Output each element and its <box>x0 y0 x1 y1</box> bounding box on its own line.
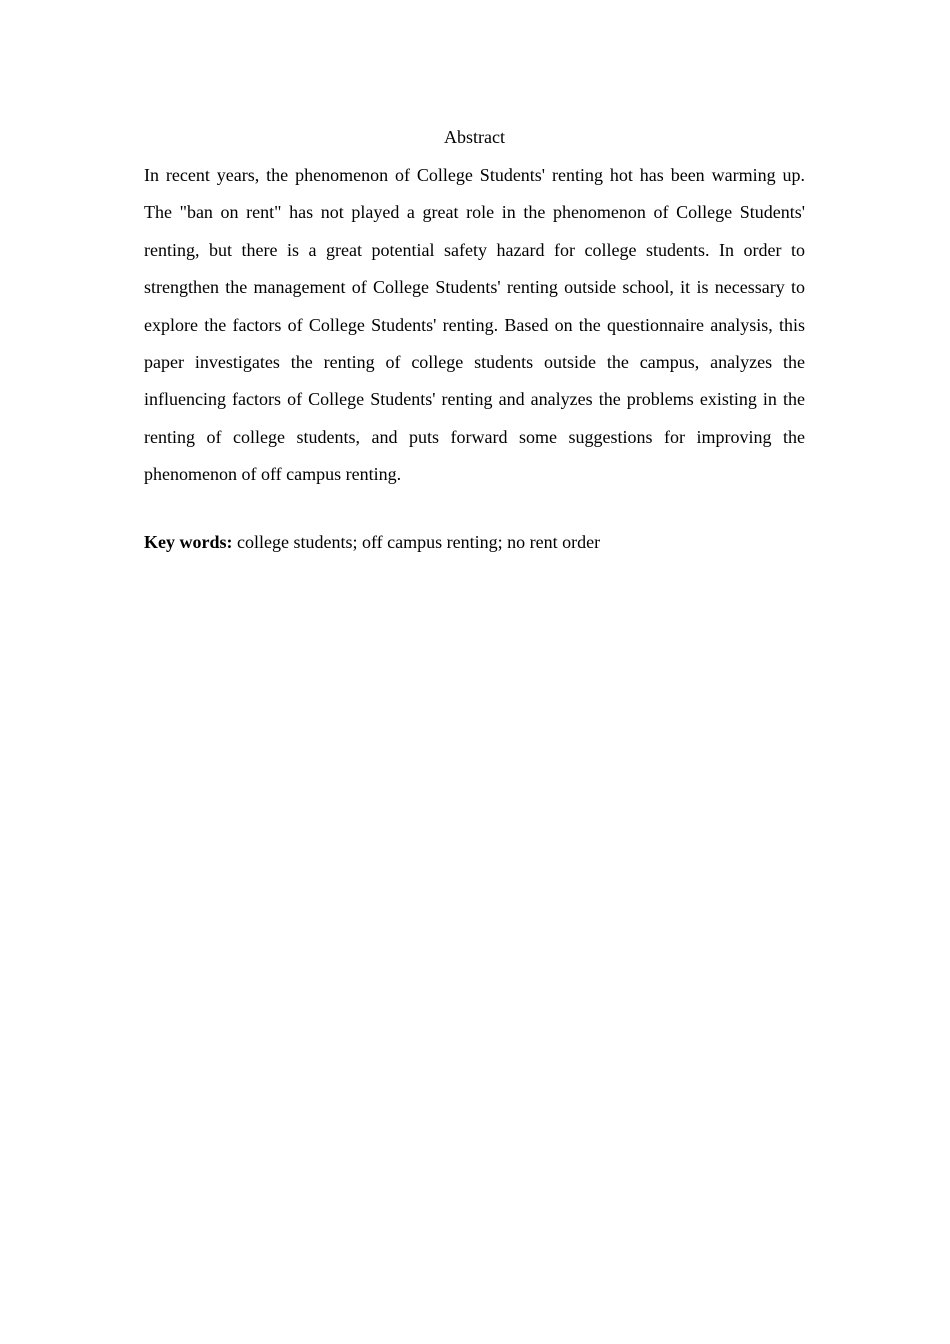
keywords-line <box>144 529 805 555</box>
abstract-title: Abstract <box>444 127 505 147</box>
keywords-text: college students; off campus renting; no rent order <box>232 531 601 552</box>
abstract-section <box>144 124 805 555</box>
abstract-body: In recent years, the phenomenon of College Students' renting hot has been warming up. The "ban on rent" has not played a great role in the phenomenon of College Students' renting, but there is a great potential safety hazard for college students. In order to strengthen the management of College Students' renting outside school, it is necessary to explore the factors of College Students' renting. Based on the questionnaire analysis, this paper investigates the renting of college students outside the campus, analyzes the influencing factors of College Students' renting and analyzes the problems existing in the renting of college students, and puts forward some suggestions for improving the phenomenon of off campus renting. <box>144 165 805 485</box>
keywords-label: Key words: <box>144 531 233 552</box>
